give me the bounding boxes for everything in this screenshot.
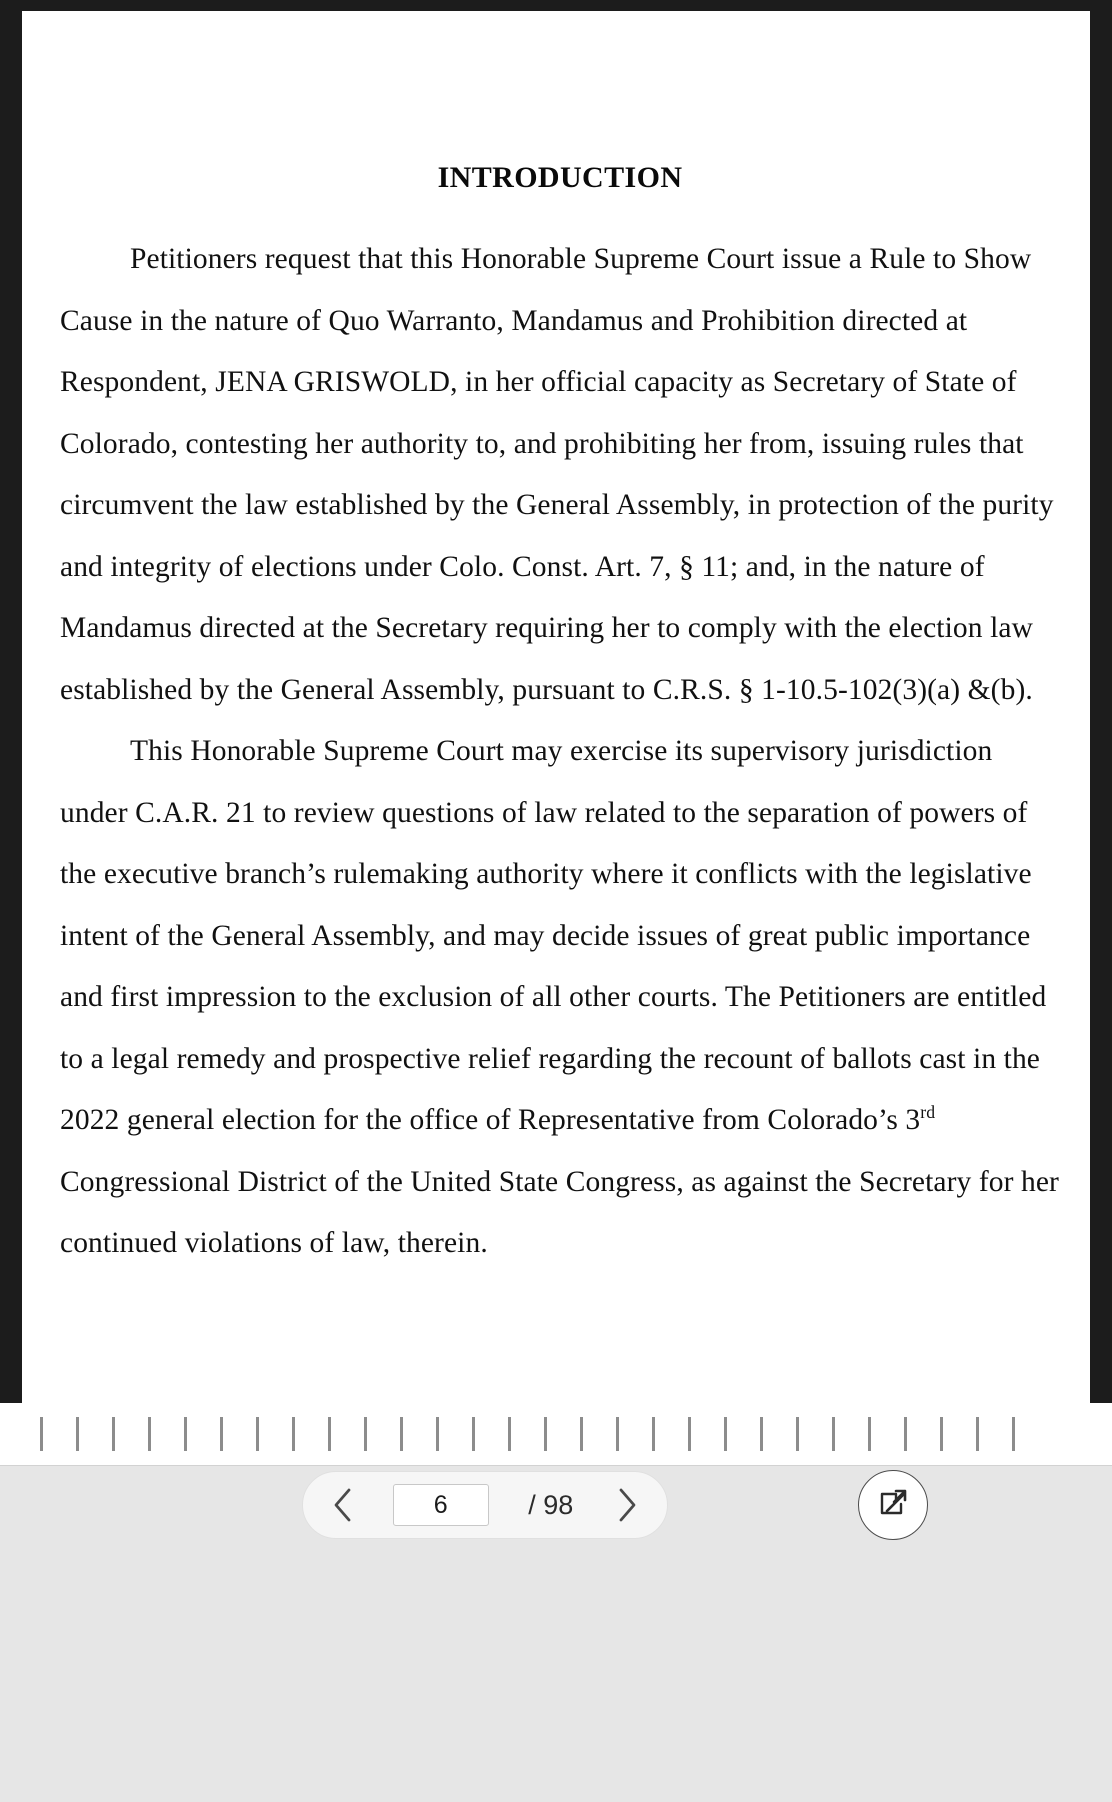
scrubber-tick[interactable] <box>508 1417 511 1451</box>
scrubber-tick[interactable] <box>760 1417 763 1451</box>
paragraph-2-text-before-superscript: This Honorable Supreme Court may exercise its supervisory jurisdiction under C.A.R. 21 to review questions of law related to the separation of powers of the executive branch’s rulemaking authority where it conflicts with the legislative intent of the General Assembly, and may decide issues of great public importance and first impression to the exclusion of all other courts. The Petitioners are entitled to a legal remedy and prospective relief regarding the recount of ballots cast in the 2022 general election for the office of Representative from Colorado’s 3 <box>60 735 1047 1136</box>
paragraph-2 <box>60 721 1060 1275</box>
scrubber-tick[interactable] <box>1012 1417 1015 1451</box>
page-navigation-control <box>302 1471 668 1539</box>
scrubber-tick[interactable] <box>184 1417 187 1451</box>
scrubber-tick[interactable] <box>40 1417 43 1451</box>
page-scrubber[interactable] <box>0 1403 1112 1465</box>
scrubber-tick[interactable] <box>688 1417 691 1451</box>
scrubber-tick[interactable] <box>580 1417 583 1451</box>
scrubber-tick[interactable] <box>652 1417 655 1451</box>
scrubber-tick[interactable] <box>940 1417 943 1451</box>
scrubber-tick[interactable] <box>616 1417 619 1451</box>
scrubber-tick[interactable] <box>220 1417 223 1451</box>
share-export-button[interactable] <box>858 1470 928 1540</box>
paragraph-1 <box>60 229 1060 721</box>
previous-page-button[interactable] <box>321 1483 365 1527</box>
scrubber-tick[interactable] <box>472 1417 475 1451</box>
scrubber-tick[interactable] <box>328 1417 331 1451</box>
scrubber-tick[interactable] <box>796 1417 799 1451</box>
scrubber-tick[interactable] <box>868 1417 871 1451</box>
share-arrow-icon <box>875 1485 911 1526</box>
chevron-left-icon <box>330 1485 356 1525</box>
scrubber-tick[interactable] <box>256 1417 259 1451</box>
scrubber-tick[interactable] <box>436 1417 439 1451</box>
scrubber-tick[interactable] <box>76 1417 79 1451</box>
scrubber-tick[interactable] <box>148 1417 151 1451</box>
paragraph-2-text-after-superscript: Congressional District of the United State Congress, as against the Secretary for her continued violations of law, therein. <box>60 1165 1059 1259</box>
scrubber-tick[interactable] <box>112 1417 115 1451</box>
chevron-right-icon <box>614 1485 640 1525</box>
total-pages-label: / 98 <box>528 1489 574 1520</box>
next-page-button[interactable] <box>605 1483 649 1527</box>
scrubber-tick[interactable] <box>976 1417 979 1451</box>
ordinal-superscript: rd <box>920 1102 936 1123</box>
scrubber-tick[interactable] <box>400 1417 403 1451</box>
page-number-input[interactable] <box>393 1484 489 1526</box>
scrubber-tick[interactable] <box>904 1417 907 1451</box>
scrubber-tick[interactable] <box>292 1417 295 1451</box>
scrubber-tick[interactable] <box>544 1417 547 1451</box>
page-title: INTRODUCTION <box>437 161 683 194</box>
scrubber-tick[interactable] <box>832 1417 835 1451</box>
document-page-body <box>60 11 1060 1275</box>
paragraph-1-text: Petitioners request that this Honorable Supreme Court issue a Rule to Show Cause in the nature of Quo Warranto, Mandamus and Prohibition directed at Respondent, JENA GRISWOLD, in her official capacity as Secretary of State of Colorado, contesting her authority to, and prohibiting her from, issuing rules that circumvent the law established by the General Assembly, in protection of the purity and integrity of elections under Colo. Const. Art. 7, § 11; and, in the nature of Mandamus directed at the Secretary requiring her to comply with the election law established by the General Assembly, pursuant to C.R.S. § 1-10.5-102(3)(a) &(b). <box>60 243 1054 706</box>
scrubber-tick[interactable] <box>364 1417 367 1451</box>
scrubber-tick[interactable] <box>724 1417 727 1451</box>
